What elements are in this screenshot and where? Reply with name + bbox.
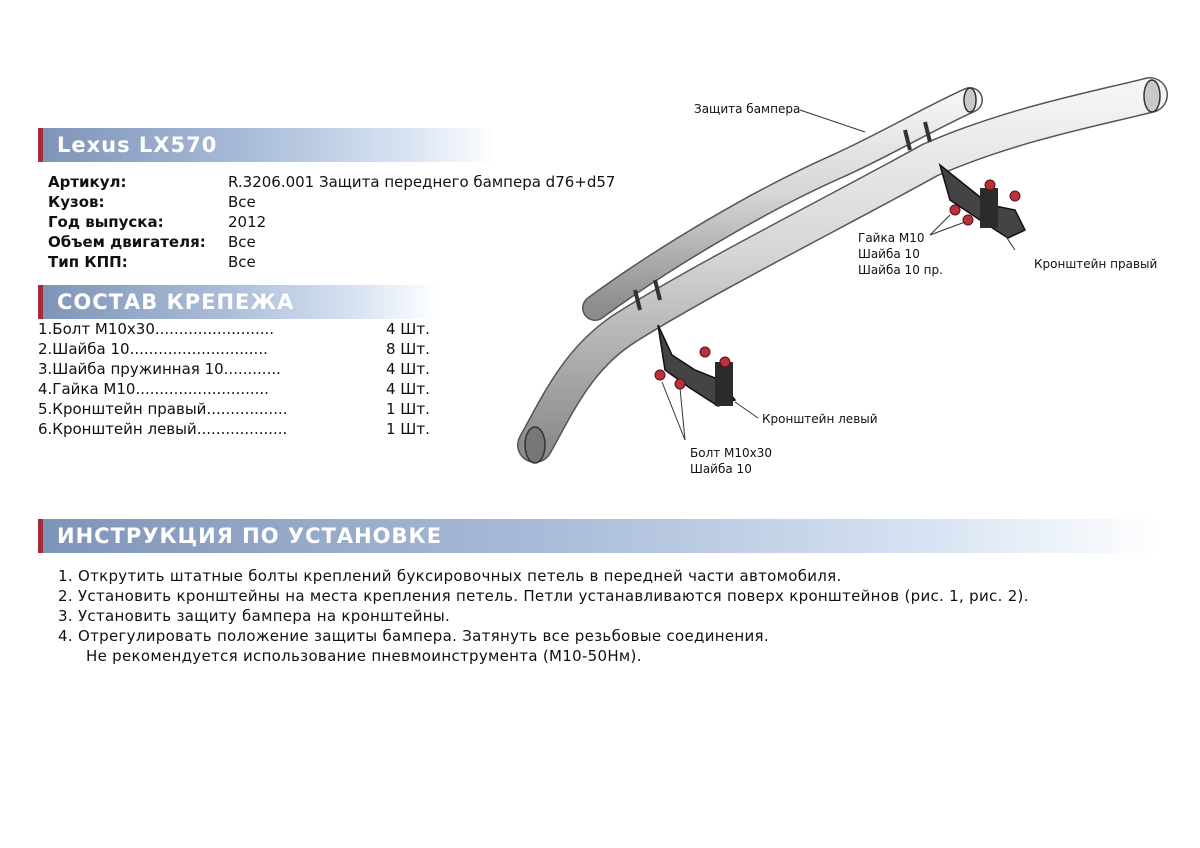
part-qty: 4 Шт. xyxy=(386,380,430,398)
label-washer: Шайба 10 xyxy=(858,247,920,261)
instruction-step: 3. Установить защиту бампера на кронштейны. xyxy=(58,607,451,625)
list-item xyxy=(38,399,438,419)
instruction-note: Не рекомендуется использование пневмоинструмента (М10-50Нм). xyxy=(86,647,642,665)
spec-value: 2012 xyxy=(228,213,267,231)
spec-value: Все xyxy=(228,233,256,251)
label-guard: Защита бампера xyxy=(694,102,801,116)
lower-tube-far-end xyxy=(1144,80,1160,112)
leader-line xyxy=(662,382,685,440)
instructions-heading-band xyxy=(38,519,1160,553)
fasteners-heading-band xyxy=(38,285,438,319)
leader-line xyxy=(680,388,685,440)
label-nut: Гайка М10 xyxy=(858,231,925,245)
label-washer-bottom: Шайба 10 xyxy=(690,462,752,476)
instruction-step: 4. Отрегулировать положение защиты бампера. Затянуть все резьбовые соединения. xyxy=(58,627,769,645)
part-qty: 1 Шт. xyxy=(386,420,430,438)
product-title-band xyxy=(38,128,498,162)
spec-label: Кузов: xyxy=(48,193,105,211)
label-left-bracket: Кронштейн левый xyxy=(762,412,878,426)
part-name: 5.Кронштейн правый................. xyxy=(38,400,288,418)
list-item xyxy=(38,319,438,339)
spec-value: Все xyxy=(228,193,256,211)
instruction-step: 1. Открутить штатные болты креплений буксировочных петель в передней части автомобиля. xyxy=(58,567,842,585)
part-name: 1.Болт М10х30......................... xyxy=(38,320,275,338)
list-item xyxy=(38,419,438,439)
spec-label: Объем двигателя: xyxy=(48,233,206,251)
list-item xyxy=(38,339,438,359)
label-spring-washer: Шайба 10 пр. xyxy=(858,263,943,277)
spec-value: R.3206.001 Защита переднего бампера d76+d57 xyxy=(228,173,616,191)
spec-value: Все xyxy=(228,253,256,271)
label-right-bracket: Кронштейн правый xyxy=(1034,257,1158,271)
spec-label: Тип КПП: xyxy=(48,253,128,271)
spec-label: Артикул: xyxy=(48,173,127,191)
leader-line xyxy=(930,222,965,235)
right-bracket-plate xyxy=(980,188,998,228)
left-bracket-plate xyxy=(715,362,733,406)
part-qty: 4 Шт. xyxy=(386,360,430,378)
instruction-step: 2. Установить кронштейны на места крепления петель. Петли устанавливаются поверх кронштейнов (рис. 1, рис. 2). xyxy=(58,587,1029,605)
part-name: 6.Кронштейн левый................... xyxy=(38,420,288,438)
instructions-heading: ИНСТРУКЦИЯ ПО УСТАНОВКЕ xyxy=(57,524,443,548)
leader-line xyxy=(800,110,865,132)
leader-line xyxy=(735,402,758,418)
fasteners-heading: СОСТАВ КРЕПЕЖА xyxy=(57,290,295,314)
bumper-guard-diagram xyxy=(510,70,1170,490)
list-item xyxy=(38,359,438,379)
part-name: 2.Шайба 10............................. xyxy=(38,340,268,358)
part-qty: 4 Шт. xyxy=(386,320,430,338)
part-name: 3.Шайба пружинная 10............ xyxy=(38,360,281,378)
part-qty: 1 Шт. xyxy=(386,400,430,418)
fasteners-list xyxy=(38,319,438,439)
spec-label: Год выпуска: xyxy=(48,213,164,231)
leader-line xyxy=(930,215,950,235)
part-qty: 8 Шт. xyxy=(386,340,430,358)
product-title: Lexus LX570 xyxy=(57,133,218,157)
instructions-list xyxy=(58,566,1029,666)
upper-tube-end xyxy=(964,88,976,112)
part-name: 4.Гайка М10............................ xyxy=(38,380,269,398)
label-bolt: Болт М10х30 xyxy=(690,446,773,460)
list-item xyxy=(38,379,438,399)
lower-tube-end xyxy=(525,427,545,463)
